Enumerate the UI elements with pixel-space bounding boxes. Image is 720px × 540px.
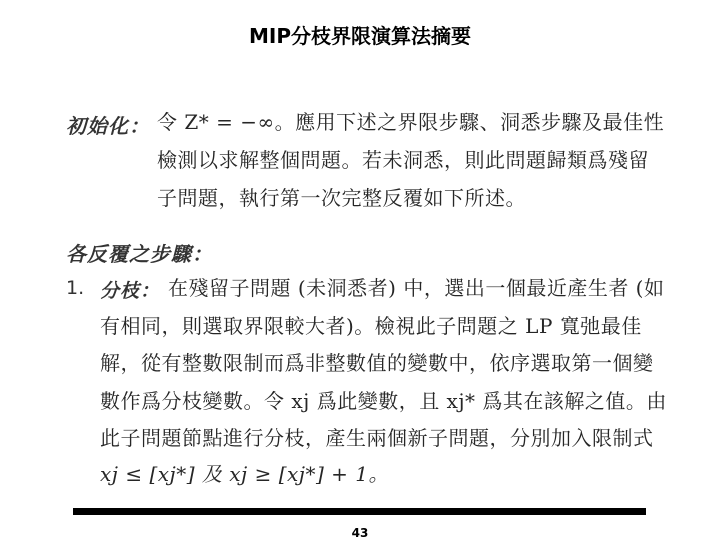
page-number: 43 [351,526,369,540]
step-label: 分枝： [100,280,161,302]
init-line-2: 檢測以求解整個問題。若未洞悉，則此問題歸類爲殘留 [157,148,649,172]
step-line-2: 有相同，則選取界限較大者)。檢視此子問題之 LP 寬弛最佳 [100,314,642,338]
step-line-4: 數作爲分枝變數。令 xj 爲此變數，且 xj* 爲其在該解之值。由 [100,389,667,413]
iteration-label: 各反覆之步驟： [66,242,213,266]
init-label: 初始化： [66,114,150,138]
step-line-6: xj ≤ [xj*] 及 xj ≥ [xj*] + 1。 [100,462,389,486]
init-line-3: 子問題，執行第一次完整反覆如下所述。 [157,186,526,210]
step-line-1: 在殘留子問題 (未洞悉者) 中，選出一個最近產生者 (如 [168,276,665,300]
step-line-5: 此子問題節點進行分枝，產生兩個新子問題，分別加入限制式 [100,426,654,450]
step-line-3: 解，從有整數限制而爲非整數值的變數中，依序選取第一個變 [100,351,654,375]
init-line-1: 令 Z* = −∞。應用下述之界限步驟、洞悉步驟及最佳性 [157,110,665,134]
footer-divider [73,508,646,515]
step-number: 1. [66,277,85,299]
slide-title: MIP分枝界限演算法摘要 [248,24,471,48]
